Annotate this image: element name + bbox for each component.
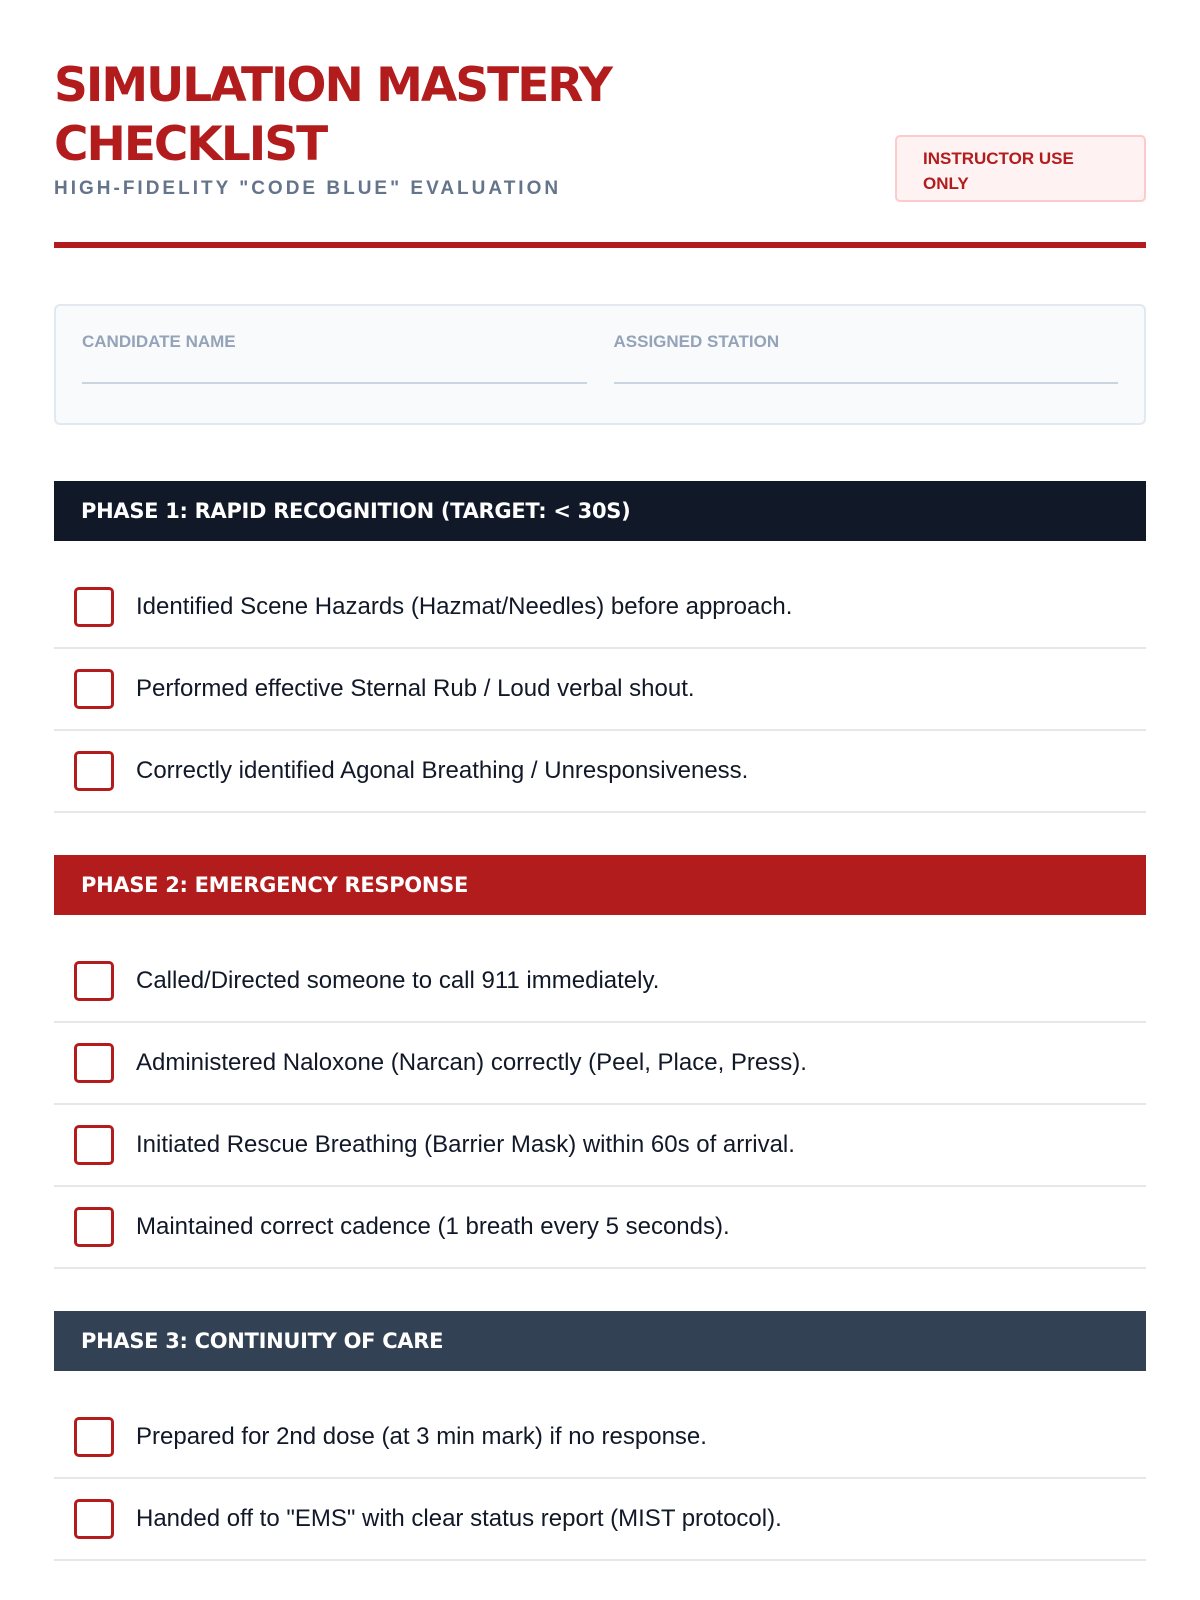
item-label: Performed effective Sternal Rub / Loud verbal shout. [136, 675, 695, 702]
assigned-station-label: ASSIGNED STATION [613, 332, 780, 351]
checklist-item [54, 649, 1146, 731]
item-label: Handed off to "EMS" with clear status report (MIST protocol). [136, 1505, 782, 1532]
assigned-station-field[interactable] [614, 332, 1119, 423]
item-checkbox[interactable] [74, 961, 114, 1001]
candidate-name-label: CANDIDATE NAME [82, 332, 236, 351]
candidate-info-box [54, 304, 1146, 425]
item-checkbox[interactable] [74, 1125, 114, 1165]
phase-3-header: PHASE 3: CONTINUITY OF CARE [54, 1311, 1146, 1371]
phase-1-header: PHASE 1: RAPID RECOGNITION (TARGET: < 30S) [54, 481, 1146, 541]
item-label: Prepared for 2nd dose (at 3 min mark) if no response. [136, 1423, 707, 1450]
item-checkbox[interactable] [74, 1417, 114, 1457]
phase-3-items [54, 1397, 1146, 1561]
candidate-name-input-line[interactable] [82, 382, 587, 384]
checklist-item [54, 1023, 1146, 1105]
instructor-badge: INSTRUCTOR USE ONLY [895, 135, 1146, 202]
phase-2-items [54, 941, 1146, 1269]
checklist-item [54, 1479, 1146, 1561]
checklist-item [54, 567, 1146, 649]
item-checkbox[interactable] [74, 1207, 114, 1247]
candidate-name-field[interactable] [82, 332, 587, 423]
item-label: Identified Scene Hazards (Hazmat/Needles) before approach. [136, 593, 793, 620]
checklist-item [54, 1397, 1146, 1479]
item-label: Administered Naloxone (Narcan) correctly (Peel, Place, Press). [136, 1049, 807, 1076]
page-title: SIMULATION MASTERY CHECKLIST [54, 58, 611, 172]
phase-2-header: PHASE 2: EMERGENCY RESPONSE [54, 855, 1146, 915]
phase-1-items [54, 567, 1146, 813]
item-label: Called/Directed someone to call 911 immediately. [136, 967, 660, 994]
checklist-item [54, 1105, 1146, 1187]
phase-1-section [54, 481, 1146, 813]
page-header [54, 0, 1146, 248]
item-checkbox[interactable] [74, 751, 114, 791]
assigned-station-input-line[interactable] [614, 382, 1119, 384]
item-checkbox[interactable] [74, 1499, 114, 1539]
page-subtitle: HIGH-FIDELITY "CODE BLUE" EVALUATION [54, 178, 562, 199]
phase-3-section [54, 1311, 1146, 1561]
checklist-item [54, 731, 1146, 813]
item-checkbox[interactable] [74, 587, 114, 627]
item-label: Correctly identified Agonal Breathing / Unresponsiveness. [136, 757, 749, 784]
header-divider [54, 242, 1146, 248]
item-label: Initiated Rescue Breathing (Barrier Mask) within 60s of arrival. [136, 1131, 795, 1158]
phase-2-section [54, 855, 1146, 1269]
item-label: Maintained correct cadence (1 breath every 5 seconds). [136, 1213, 730, 1240]
checklist-item [54, 941, 1146, 1023]
item-checkbox[interactable] [74, 1043, 114, 1083]
checklist-item [54, 1187, 1146, 1269]
item-checkbox[interactable] [74, 669, 114, 709]
